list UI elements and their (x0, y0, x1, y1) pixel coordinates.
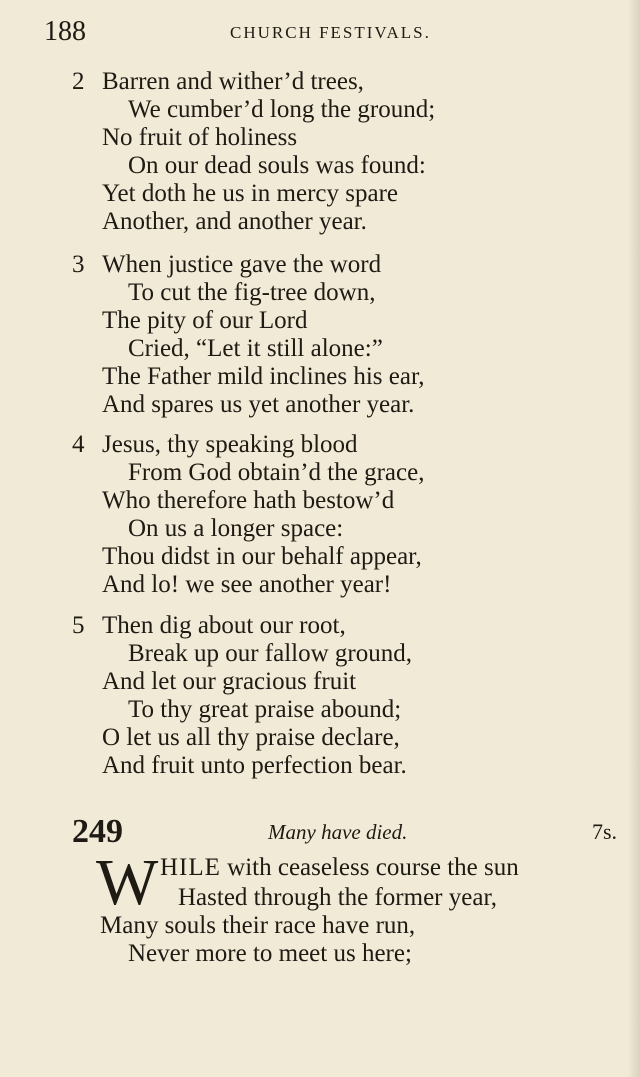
verse-number: 4 (72, 431, 85, 458)
drop-cap: W (96, 846, 155, 919)
page-header (44, 12, 464, 52)
running-head: CHURCH FESTIVALS. (230, 23, 431, 42)
verse-line: The Father mild inclines his ear, (102, 363, 425, 390)
verse-line: Yet doth he us in mercy spare (102, 180, 399, 207)
verse-number: 3 (72, 251, 85, 278)
verse-line: Thou didst in our behalf appear, (102, 543, 422, 570)
verse-line: And lo! we see another year! (102, 571, 392, 598)
verse-line: On us a longer space: (128, 515, 344, 542)
hymn-number: 249 (72, 813, 123, 850)
page-number: 188 (44, 16, 86, 47)
hymn-first-line (160, 854, 519, 882)
hymn-line: Many souls their race have run, (100, 912, 416, 939)
verse-line: And fruit unto perfection bear. (102, 752, 407, 779)
verse-line: To cut the fig-tree down, (128, 279, 376, 306)
verse-line: And let our gracious fruit (102, 668, 357, 695)
first-line-tail: with ceaseless course the sun (220, 854, 519, 881)
hymn-meter: 7s. (592, 819, 618, 844)
verse-number: 5 (72, 612, 85, 639)
verse-line: When justice gave the word (102, 251, 382, 278)
verse-line: To thy great praise abound; (128, 696, 402, 723)
verse-line: On our dead souls was found: (128, 152, 426, 179)
verse-line: Jesus, thy speaking blood (102, 431, 358, 458)
verse-line: No fruit of holiness (102, 124, 298, 151)
verse-line: Then dig about our root, (102, 612, 346, 639)
hymn-line: Never more to meet us here; (128, 940, 412, 967)
hymn-line: Hasted through the former year, (178, 884, 498, 911)
verse-line: Who therefore hath bestow’d (102, 487, 395, 514)
verse-line: From God obtain’d the grace, (128, 459, 425, 486)
verse-line: And spares us yet another year. (102, 391, 415, 418)
verse-line: O let us all thy praise declare, (102, 724, 400, 751)
page-edge-shadow (628, 0, 640, 1077)
hymn-title: Many have died. (268, 820, 408, 844)
verse-line: Barren and wither’d trees, (102, 68, 364, 95)
verse-line: Break up our fallow ground, (128, 640, 412, 667)
verse-line: The pity of our Lord (102, 307, 308, 334)
hymn-heading (72, 812, 632, 852)
verse-line: We cumber’d long the ground; (128, 96, 436, 123)
first-word-rest: HILE (160, 854, 221, 881)
verse-line: Another, and another year. (102, 208, 367, 235)
verse-number: 2 (72, 68, 85, 95)
verse-line: Cried, “Let it still alone:” (128, 335, 383, 362)
